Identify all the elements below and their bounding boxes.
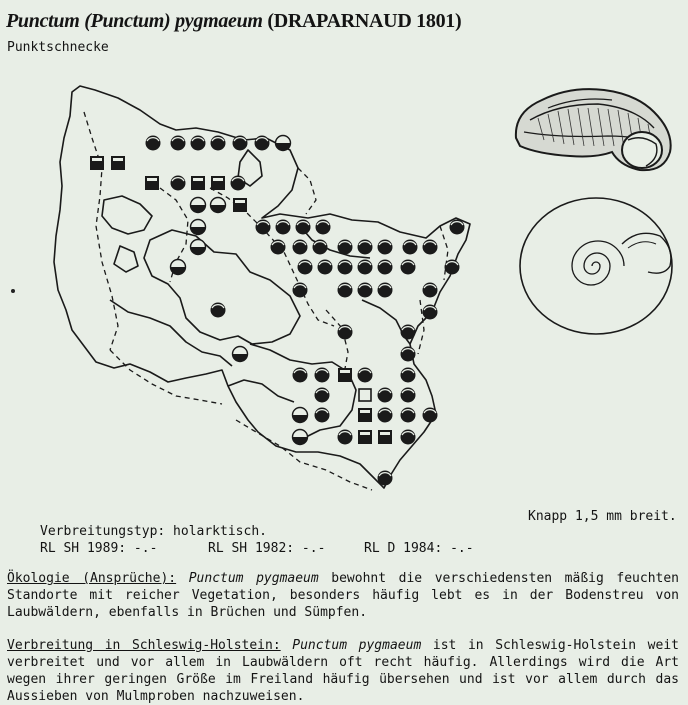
record-circle-marker [338,260,353,275]
record-circle-marker [401,408,416,423]
record-circle-marker [231,176,246,191]
record-square-marker [111,156,125,170]
record-circle-marker [401,430,416,445]
record-half-circle-marker [293,408,308,423]
record-circle-marker [378,408,393,423]
ecology-text: bewohnt die verschiedensten mäßig feuchten Standorte mit reicher Vegetation, besonders häufig lebt es in der Bodenstreu von Laubwäldern, ebenfalls in Brüchen und Sümpfen. [7,571,680,620]
title-subgenus: (Punctum) [84,10,171,32]
record-circle-marker [316,220,331,235]
title-author: (DRAPARNAUD 1801) [267,10,462,32]
distribution-paragraph [7,637,679,705]
distribution-map [40,68,500,508]
shell-top-view-drawing [514,192,682,340]
record-circle-marker [211,303,226,318]
distribution-text: ist in Schleswig-Holstein weit verbreitet und vor allem in Laubwäldern oft recht häufig. Allerdings wird die Art wegen ihrer geringen Größe im Freiland häufig übersehen und ist vor allem durch das Aussieben von Mulmproben nachzuweisen. [7,638,679,704]
record-half-circle-marker [171,260,186,275]
record-circle-marker [423,305,438,320]
record-circle-marker [271,240,286,255]
record-circle-marker [401,368,416,383]
ecology-species-name: Punctum pygmaeum [188,571,319,586]
record-circle-marker [171,176,186,191]
record-circle-marker [296,220,311,235]
record-circle-marker [315,388,330,403]
record-circle-marker [378,260,393,275]
record-circle-marker [171,136,186,151]
title-species: pygmaeum [175,10,263,32]
record-half-circle-marker [233,347,248,362]
record-square-marker [338,368,352,382]
record-circle-marker [191,136,206,151]
record-circle-marker [445,260,460,275]
record-circle-marker [358,368,373,383]
red-list-sh-1982: RL SH 1982: -.- [208,541,326,556]
record-circle-marker [313,240,328,255]
record-square-marker [358,430,372,444]
distribution-type: Verbreitungstyp: holarktisch. [40,524,267,539]
record-markers [90,136,465,486]
record-circle-marker [293,368,308,383]
record-circle-marker [358,240,373,255]
record-square-marker [90,156,104,170]
record-circle-marker [401,347,416,362]
record-half-circle-marker [191,220,206,235]
record-circle-marker [423,283,438,298]
record-circle-marker [338,325,353,340]
record-circle-marker [423,240,438,255]
shell-side-view-drawing [508,78,680,178]
record-circle-marker [256,220,271,235]
record-square-marker [191,176,205,190]
record-circle-marker [378,471,393,486]
record-circle-marker [450,220,465,235]
record-circle-marker [338,240,353,255]
ecology-paragraph [7,570,679,621]
record-circle-marker [401,325,416,340]
record-circle-marker [403,240,418,255]
page-title [6,10,461,33]
record-open-square-marker [359,389,371,401]
red-list-sh-1989: RL SH 1989: -.- [40,541,158,556]
record-square-marker [358,408,372,422]
record-square-marker [145,176,159,190]
record-circle-marker [401,260,416,275]
record-circle-marker [211,136,226,151]
record-circle-marker [401,388,416,403]
record-square-marker [211,176,225,190]
red-list-d-1984: RL D 1984: -.- [364,541,474,556]
ecology-heading: Ökologie (Ansprüche): [7,571,177,586]
record-half-circle-marker [191,240,206,255]
record-circle-marker [378,388,393,403]
record-circle-marker [293,283,308,298]
record-half-circle-marker [276,136,291,151]
record-circle-marker [315,408,330,423]
record-half-circle-marker [191,198,206,213]
record-circle-marker [358,260,373,275]
record-half-circle-marker [211,198,226,213]
record-circle-marker [358,283,373,298]
record-circle-marker [276,220,291,235]
common-name: Punktschnecke [7,40,109,55]
record-circle-marker [378,283,393,298]
record-circle-marker [298,260,313,275]
distribution-species-name: Punctum pygmaeum [292,638,422,653]
record-circle-marker [318,260,333,275]
distribution-heading: Verbreitung in Schleswig-Holstein: [7,638,281,653]
record-circle-marker [233,136,248,151]
record-square-marker [233,198,247,212]
record-circle-marker [293,240,308,255]
record-square-marker [378,430,392,444]
record-circle-marker [146,136,161,151]
record-circle-marker [338,430,353,445]
speck-mark [11,289,15,293]
record-circle-marker [338,283,353,298]
size-note: Knapp 1,5 mm breit. [528,509,677,524]
record-circle-marker [378,240,393,255]
record-circle-marker [255,136,270,151]
record-half-circle-marker [293,430,308,445]
record-circle-marker [315,368,330,383]
title-genus: Punctum [6,10,80,32]
record-circle-marker [423,408,438,423]
